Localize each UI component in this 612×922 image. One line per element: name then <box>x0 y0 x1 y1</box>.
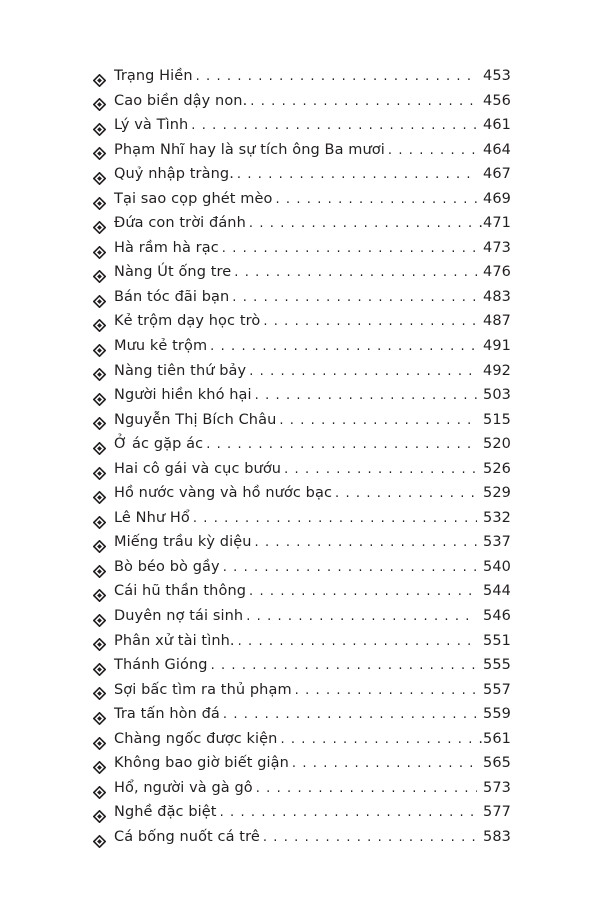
diamond-bullet-icon <box>93 589 114 602</box>
toc-entry[interactable] <box>93 682 511 707</box>
dot-leader <box>232 290 477 305</box>
toc-entry[interactable] <box>93 117 511 142</box>
diamond-bullet-icon <box>93 761 114 774</box>
diamond-bullet-icon <box>93 270 114 283</box>
toc-entry-title: Cao biền dậy non. <box>114 92 248 109</box>
toc-entry-title: Phạm Nhĩ hay là sự tích ông Ba mươi <box>114 141 385 158</box>
diamond-bullet-icon <box>93 687 114 700</box>
dot-leader <box>210 339 477 354</box>
toc-entry-page: 520 <box>483 436 511 453</box>
diamond-bullet-icon <box>93 172 114 185</box>
diamond-bullet-icon <box>93 197 114 210</box>
toc-entry[interactable] <box>93 829 511 854</box>
diamond-bullet-icon <box>93 786 114 799</box>
toc-entry[interactable] <box>93 264 511 289</box>
dot-leader <box>246 609 477 624</box>
dot-leader <box>223 707 477 722</box>
toc-entry-page: 537 <box>483 534 511 551</box>
toc-entry-title: Lê Như Hổ <box>114 509 190 526</box>
toc-entry-title: Sợi bấc tìm ra thủ phạm <box>114 681 292 698</box>
toc-entry-page: 476 <box>483 264 511 281</box>
dot-leader <box>335 486 477 501</box>
diamond-bullet-icon <box>93 393 114 406</box>
toc-entry[interactable] <box>93 559 511 584</box>
toc-entry-page: 557 <box>483 681 511 698</box>
diamond-bullet-icon <box>93 835 114 848</box>
toc-entry-page: 491 <box>483 338 511 355</box>
toc-entry-title: Kẻ trộm dạy học trò <box>114 313 261 330</box>
dot-leader <box>275 192 477 207</box>
toc-entry[interactable] <box>93 240 511 265</box>
diamond-bullet-icon <box>93 368 114 381</box>
toc-entry-title: Bán tóc đãi bạn <box>114 288 230 305</box>
dot-leader <box>223 560 477 575</box>
toc-entry[interactable] <box>93 363 511 388</box>
toc-entry-page: .561 <box>478 730 511 747</box>
toc-entry-title: Phân xử tài tình. <box>114 632 235 649</box>
toc-entry-page: 577 <box>483 804 511 821</box>
toc-entry-page: 540 <box>483 558 511 575</box>
toc-entry-title: Tra tấn hòn đá <box>114 706 220 723</box>
toc-entry[interactable] <box>93 142 511 167</box>
toc-entry-page: 544 <box>483 583 511 600</box>
toc-entry-page: .471 <box>478 215 511 232</box>
dot-leader <box>237 167 477 182</box>
toc-entry-title: Hai cô gái và cục bướu <box>114 460 282 477</box>
toc-entry-title: Nghề đặc biệt <box>114 804 217 821</box>
diamond-bullet-icon <box>93 74 114 87</box>
toc-entry-title: Cá bống nuốt cá trê <box>114 828 260 845</box>
diamond-bullet-icon <box>93 344 114 357</box>
toc-entry-title: Ở ác gặp ác <box>114 436 204 453</box>
diamond-bullet-icon <box>93 810 114 823</box>
toc-entry-title: Bò béo bò gầy <box>114 558 220 575</box>
toc-entry[interactable] <box>93 313 511 338</box>
dot-leader <box>234 265 477 280</box>
toc-entry[interactable] <box>93 731 511 756</box>
toc-entry-page: 473 <box>483 239 511 256</box>
toc-entry[interactable] <box>93 191 511 216</box>
toc-entry[interactable] <box>93 583 511 608</box>
toc-entry-page: 573 <box>483 779 511 796</box>
diamond-bullet-icon <box>93 295 114 308</box>
diamond-bullet-icon <box>93 221 114 234</box>
toc-entry-title: Mưu kẻ trộm <box>114 338 208 355</box>
dot-leader <box>193 511 477 526</box>
toc-entry-page: 532 <box>483 509 511 526</box>
dot-leader <box>255 535 477 550</box>
toc-entry[interactable] <box>93 215 511 240</box>
toc-entry[interactable] <box>93 657 511 682</box>
toc-entry-page: 551 <box>483 632 511 649</box>
dot-leader <box>295 683 477 698</box>
toc-entry-title: Hổ, người và gà gô <box>114 779 253 796</box>
toc-entry-page: 559 <box>483 706 511 723</box>
toc-entry[interactable] <box>93 461 511 486</box>
toc-entry-page: 464 <box>483 141 511 158</box>
toc-entry-page: 503 <box>483 387 511 404</box>
toc-entry-title: Thánh Gióng <box>114 657 208 674</box>
toc-entry-page: 515 <box>483 411 511 428</box>
toc-entry[interactable] <box>93 166 511 191</box>
diamond-bullet-icon <box>93 565 114 578</box>
toc-entry-title: Miếng trầu kỳ diệu <box>114 534 252 551</box>
toc-entry[interactable] <box>93 633 511 658</box>
toc-entry-title: Nàng Út ống tre <box>114 264 232 281</box>
toc-entry-page: 453 <box>483 68 511 84</box>
toc-entry-title: Người hiền khó hại <box>114 387 252 404</box>
toc-entry-page: 526 <box>483 460 511 477</box>
dot-leader <box>211 658 477 673</box>
toc-entry[interactable] <box>93 387 511 412</box>
toc-entry[interactable] <box>93 706 511 731</box>
toc-entry-title: Đứa con trời đánh <box>114 215 246 232</box>
toc-entry[interactable] <box>93 534 511 559</box>
toc-entry-page: 469 <box>483 190 511 207</box>
dot-leader <box>250 94 477 109</box>
dot-leader <box>292 756 477 771</box>
diamond-bullet-icon <box>93 663 114 676</box>
toc-entry-page: 487 <box>483 313 511 330</box>
dot-leader <box>249 364 477 379</box>
toc-entry-title: Duyên nợ tái sinh <box>114 608 244 625</box>
diamond-bullet-icon <box>93 712 114 725</box>
dot-leader <box>256 781 477 796</box>
toc-entry-title: Hà rầm hà rạc <box>114 239 219 256</box>
toc-entry-page: 483 <box>483 288 511 305</box>
dot-leader <box>279 413 477 428</box>
toc-entry-page: 467 <box>483 166 511 183</box>
dot-leader <box>249 216 472 231</box>
toc-entry-page: 565 <box>483 755 511 772</box>
toc-entry-title: Nàng tiên thứ bảy <box>114 362 247 379</box>
toc-entry[interactable] <box>93 780 511 805</box>
toc-entry-title: Quỷ nhập tràng. <box>114 166 234 183</box>
diamond-bullet-icon <box>93 442 114 455</box>
diamond-bullet-icon <box>93 737 114 750</box>
toc-entry[interactable] <box>93 289 511 314</box>
table-of-contents <box>93 68 511 854</box>
diamond-bullet-icon <box>93 147 114 160</box>
dot-leader <box>222 241 477 256</box>
toc-entry[interactable] <box>93 485 511 510</box>
toc-entry[interactable] <box>93 436 511 461</box>
toc-entry[interactable] <box>93 510 511 535</box>
dot-leader <box>284 462 477 477</box>
toc-entry-page: 546 <box>483 608 511 625</box>
diamond-bullet-icon <box>93 246 114 259</box>
toc-entry-title: Trạng Hiền <box>114 68 193 84</box>
diamond-bullet-icon <box>93 319 114 332</box>
dot-leader <box>191 118 477 133</box>
dot-leader <box>196 69 477 84</box>
dot-leader <box>280 732 472 747</box>
toc-entry[interactable] <box>93 755 511 780</box>
diamond-bullet-icon <box>93 467 114 480</box>
toc-entry-page: 461 <box>483 117 511 134</box>
toc-entry-title: Nguyễn Thị Bích Châu <box>114 411 277 428</box>
toc-entry-title: Chàng ngốc được kiện <box>114 730 278 747</box>
diamond-bullet-icon <box>93 516 114 529</box>
toc-entry-title: Cái hũ thần thông <box>114 583 247 600</box>
toc-entry-title: Không bao giờ biết giận <box>114 755 289 772</box>
dot-leader <box>238 634 477 649</box>
toc-entry[interactable] <box>93 608 511 633</box>
toc-entry[interactable] <box>93 68 511 93</box>
dot-leader <box>388 143 477 158</box>
toc-entry-page: 456 <box>483 92 511 109</box>
toc-entry-page: 492 <box>483 362 511 379</box>
toc-entry-page: 555 <box>483 657 511 674</box>
diamond-bullet-icon <box>93 491 114 504</box>
toc-entry-title: Hồ nước vàng và hồ nước bạc <box>114 485 333 502</box>
diamond-bullet-icon <box>93 614 114 627</box>
toc-entry[interactable] <box>93 93 511 118</box>
dot-leader <box>263 314 477 329</box>
diamond-bullet-icon <box>93 540 114 553</box>
toc-entry[interactable] <box>93 338 511 363</box>
diamond-bullet-icon <box>93 123 114 136</box>
toc-entry[interactable] <box>93 412 511 437</box>
dot-leader <box>263 830 477 845</box>
toc-entry-title: Lý và Tình <box>114 117 189 134</box>
toc-entry[interactable] <box>93 804 511 829</box>
toc-entry-title: Tại sao cọp ghét mèo <box>114 190 273 207</box>
dot-leader <box>255 388 477 403</box>
dot-leader <box>249 584 477 599</box>
dot-leader <box>206 437 477 452</box>
diamond-bullet-icon <box>93 417 114 430</box>
toc-entry-page: 529 <box>483 485 511 502</box>
toc-entry-page: 583 <box>483 828 511 845</box>
diamond-bullet-icon <box>93 638 114 651</box>
diamond-bullet-icon <box>93 98 114 111</box>
dot-leader <box>220 805 477 820</box>
